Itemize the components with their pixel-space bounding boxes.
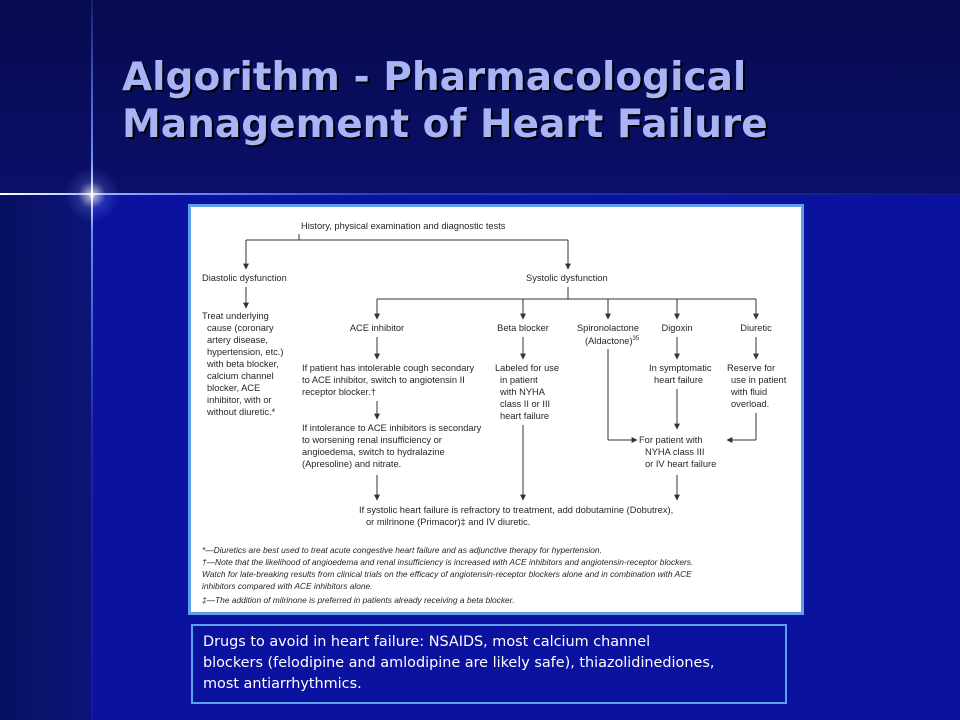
title-line-1: Algorithm - Pharmacological [122, 55, 747, 100]
spiro-generic-name: (Aldactone)$^{35}$ [585, 336, 640, 346]
title-line-2: Management of Heart Failure [122, 102, 768, 147]
slide-title [122, 54, 922, 148]
note-line: blockers (felodipine and amlodipine are likely safe), thiazolidinediones, [203, 655, 715, 671]
drugs-to-avoid-note [191, 624, 787, 704]
diuretic-text: Reserve for use in patient with fluid overload. [727, 363, 787, 409]
horizontal-accent-line [0, 193, 960, 195]
ace-step2: If intolerance to ACE inhibitors is secondary to worsening renal insufficiency or angioedema, switch to hydralazine (Apresoline) and nitrate. [302, 423, 482, 469]
final-node: If systolic heart failure is refractory to treatment, add dobutamine (Dobutrex), or milrinone (Primacor)‡ and IV diuretic. [359, 505, 674, 527]
digoxin-node: Digoxin [661, 323, 693, 333]
root-node: History, physical examination and diagnostic tests [301, 221, 506, 231]
sparkle-icon [60, 163, 124, 227]
algorithm-figure [188, 204, 804, 615]
note-line: most antiarrhythmics. [203, 676, 362, 692]
diastolic-treatment: Treat underlying cause (coronary artery disease, hypertension, etc.) with beta blocker, calcium channel blocker, ACE inhibitor, with or without diuretic.* [202, 311, 284, 417]
ace-node: ACE inhibitor [349, 323, 405, 333]
diuretic-node: Diuretic [740, 323, 772, 333]
vertical-accent-line [91, 0, 93, 720]
diastolic-node: Diastolic dysfunction [202, 273, 287, 283]
digoxin-text: In symptomatic heart failure [649, 363, 712, 385]
beta-node: Beta blocker [497, 323, 549, 333]
left-band [0, 195, 92, 720]
beta-text: Labeled for use in patient with NYHA class II or III heart failure [495, 363, 560, 421]
note-line: Drugs to avoid in heart failure: NSAIDS, most calcium channel [203, 634, 651, 650]
spiro-node: Spironolactone [576, 323, 640, 333]
footnotes: *—Diuretics are best used to treat acute congestive heart failure and as adjunctive therapy for hypertension. †—Note that the likelihood of angioedema and renal insufficiency is increased with ACE inhibitors and angiotensin-receptor blockers. Watch for late-breaking results from clinical trials on the efficacy of angiotensin-receptor blockers alone and in combination with ACE inhibitors compared with ACE inhibitors alone. ‡—The addition of milrinone is preferred in patients already receiving a beta blocker. [202, 545, 694, 605]
flowchart [191, 207, 801, 612]
nyha-node: For patient with NYHA class III or IV heart failure [639, 435, 717, 469]
ace-step1: If patient has intolerable cough secondary to ACE inhibitor, switch to angiotensin II receptor blocker.† [302, 363, 475, 397]
systolic-node: Systolic dysfunction [526, 273, 608, 283]
